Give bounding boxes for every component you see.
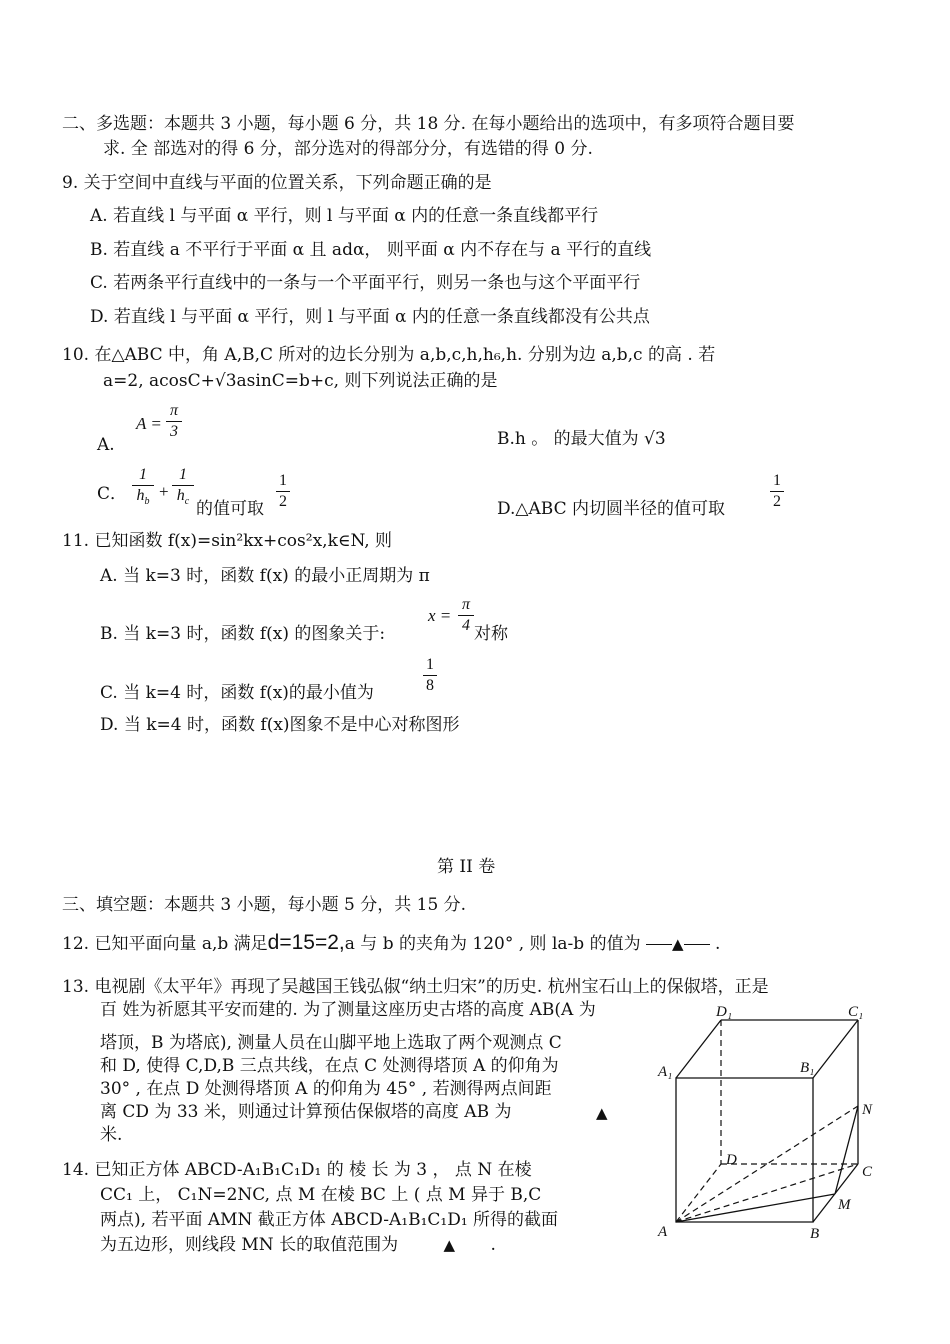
vertex-label-b1: B₁: [800, 1060, 815, 1076]
vertex-label-a: A: [658, 1224, 668, 1240]
q10-option-a-label: A.: [97, 435, 115, 455]
q10-option-d-value: [770, 472, 784, 511]
vertex-label-b: B: [810, 1226, 820, 1242]
q10-option-c-value: [276, 472, 290, 511]
q13-line6: 离 CD 为 33 米，则通过计算预估保俶塔的高度 AB 为: [100, 1102, 512, 1122]
q14-line1: 14. 已知正方体 ABCD-A₁B₁C₁D₁ 的 棱 长 为 3 ， 点 N 在棱: [62, 1160, 532, 1180]
vertex-label-d: D: [726, 1152, 737, 1168]
fraction-numerator: 1: [279, 472, 287, 489]
q11-option-b-text: B. 当 k=3 时，函数 f(x) 的图象关于:: [100, 624, 386, 644]
q10-stem-line1: 10. 在△ABC 中，角 A,B,C 所对的边长分别为 a,b,c,h,h₆,h. 分别为边 a,b,c 的高 . 若: [62, 345, 716, 365]
q13-line2: 百 姓为祈愿其平安而建的. 为了测量这座历史古塔的高度 AB(A 为: [100, 1000, 596, 1020]
q9-option-b: B. 若直线 a 不平行于平面 α 且 adα， 则平面 α 内不存在与 a 平行的直线: [90, 240, 652, 260]
q14-line4: [100, 1234, 496, 1256]
fraction-numerator: 1: [179, 466, 187, 483]
point-label-m: M: [838, 1197, 851, 1213]
q11-stem: 11. 已知函数 f(x)=sin²kx+cos²x,k∈N, 则: [62, 531, 393, 551]
vertex-label-a1: A₁: [658, 1064, 673, 1080]
section-2-header-line2: 求. 全 部选对的得 6 分，部分选对的得部分分，有选错的得 0 分.: [103, 139, 593, 159]
q12-pre: 12. 已知平面向量 a,b 满足: [62, 934, 268, 954]
q11-option-c: C. 当 k=4 时，函数 f(x)的最小值为: [100, 683, 374, 703]
q13-answer-blank: ▲: [596, 1104, 608, 1122]
q12-line: [62, 932, 720, 955]
q11-option-b-lhs: x =: [428, 606, 452, 625]
section-3-header: 三、填空题：本题共 3 小题，每小题 5 分，共 15 分.: [62, 895, 467, 915]
q13-line7: 米.: [100, 1125, 123, 1145]
fraction-denominator: h: [176, 487, 185, 504]
q12-answer-blank: ▲: [671, 935, 684, 953]
vertex-label-d1: D₁: [716, 1004, 733, 1020]
fraction-denominator: 4: [462, 617, 470, 634]
fraction-numerator: 1: [139, 466, 147, 483]
fraction-numerator: π: [461, 596, 470, 613]
q9-option-d: D. 若直线 l 与平面 α 平行，则 l 与平面 α 内的任意一条直线都没有公共点: [90, 307, 650, 327]
q12-end: .: [714, 934, 721, 954]
q11-option-b-post: 对称: [474, 624, 508, 644]
fraction-subscript: b: [144, 496, 150, 508]
fraction-denominator: 8: [426, 677, 434, 694]
q10-option-d: D.△ABC 内切圆半径的值可取: [497, 499, 725, 519]
q9-option-c: C. 若两条平行直线中的一条与一个平面平行，则另一条也与这个平面平行: [90, 273, 641, 293]
q11-option-b-fraction: [458, 596, 474, 635]
q11-option-d: D. 当 k=4 时，函数 f(x)图象不是中心对称图形: [100, 715, 460, 735]
q10-option-a-fraction: [166, 402, 182, 441]
q10-option-c-fraction1: [132, 466, 154, 511]
q10-option-c-label: C．: [97, 484, 128, 504]
fraction-denominator: 2: [773, 493, 781, 510]
point-label-n: N: [862, 1102, 873, 1118]
q9-stem: 9. 关于空间中直线与平面的位置关系，下列命题正确的是: [62, 173, 492, 193]
q14-line3: 两点), 若平面 AMN 截正方体 ABCD-A₁B₁C₁D₁ 所得的截面: [100, 1210, 559, 1230]
q14-end: .: [490, 1235, 496, 1255]
q12-mid: a 与 b 的夹角为 120° , 则 la-b 的值为: [344, 934, 641, 954]
q13-line4: 和 D, 使得 C,D,B 三点共线，在点 C 处测得塔顶 A 的仰角为: [100, 1056, 559, 1076]
q14-answer-blank: ▲: [443, 1236, 456, 1254]
fraction-subscript: c: [184, 496, 190, 508]
q10-option-c-fraction2: [172, 466, 194, 511]
q10-option-b: B.h 。 的最大值为 √3: [497, 429, 666, 449]
fraction-denominator: 3: [170, 423, 178, 440]
q13-line3: 塔顶，B 为塔底), 测量人员在山脚平地上选取了两个观测点 C: [100, 1033, 562, 1053]
fraction-numerator: π: [169, 402, 178, 419]
fraction-numerator: 1: [426, 656, 434, 673]
fraction-denominator: 2: [279, 493, 287, 510]
vertex-label-c: C: [862, 1164, 873, 1180]
q10-option-c-text: 的值可取: [196, 499, 264, 519]
fraction-numerator: 1: [773, 472, 781, 489]
q14-line4-text: 为五边形，则线段 MN 长的取值范围为: [100, 1235, 399, 1255]
cube-diagram: [650, 1004, 890, 1244]
vertex-label-c1: C₁: [848, 1004, 864, 1020]
q10-option-c-plus: +: [159, 482, 169, 501]
q11-option-a: A. 当 k=3 时，函数 f(x) 的最小正周期为 π: [100, 566, 430, 586]
q11-option-c-fraction: [423, 656, 437, 695]
q12-condition: d=15=2,: [267, 931, 345, 954]
fraction-denominator: h: [136, 487, 145, 504]
q10-option-a-lhs: A =: [136, 414, 162, 433]
q10-stem-line2: a=2, acosC+√3asinC=b+c, 则下列说法正确的是: [103, 371, 498, 391]
q14-line2: CC₁ 上， C₁N=2NC, 点 M 在棱 BC 上 ( 点 M 异于 B,C: [100, 1185, 542, 1205]
part-2-title: 第 II 卷: [437, 857, 496, 877]
section-2-header-line1: 二、多选题：本题共 3 小题，每小题 6 分，共 18 分. 在每小题给出的选项中，有多项符合题目要: [62, 114, 795, 134]
q9-option-a: A. 若直线 l 与平面 α 平行，则 l 与平面 α 内的任意一条直线都平行: [90, 206, 599, 226]
q13-line5: 30° , 在点 D 处测得塔顶 A 的仰角为 45° , 若测得两点间距: [100, 1079, 552, 1099]
q13-line1: 13. 电视剧《太平年》再现了吴越国王钱弘俶“纳土归宋”的历史. 杭州宝石山上的保俶塔，正是: [62, 977, 769, 997]
